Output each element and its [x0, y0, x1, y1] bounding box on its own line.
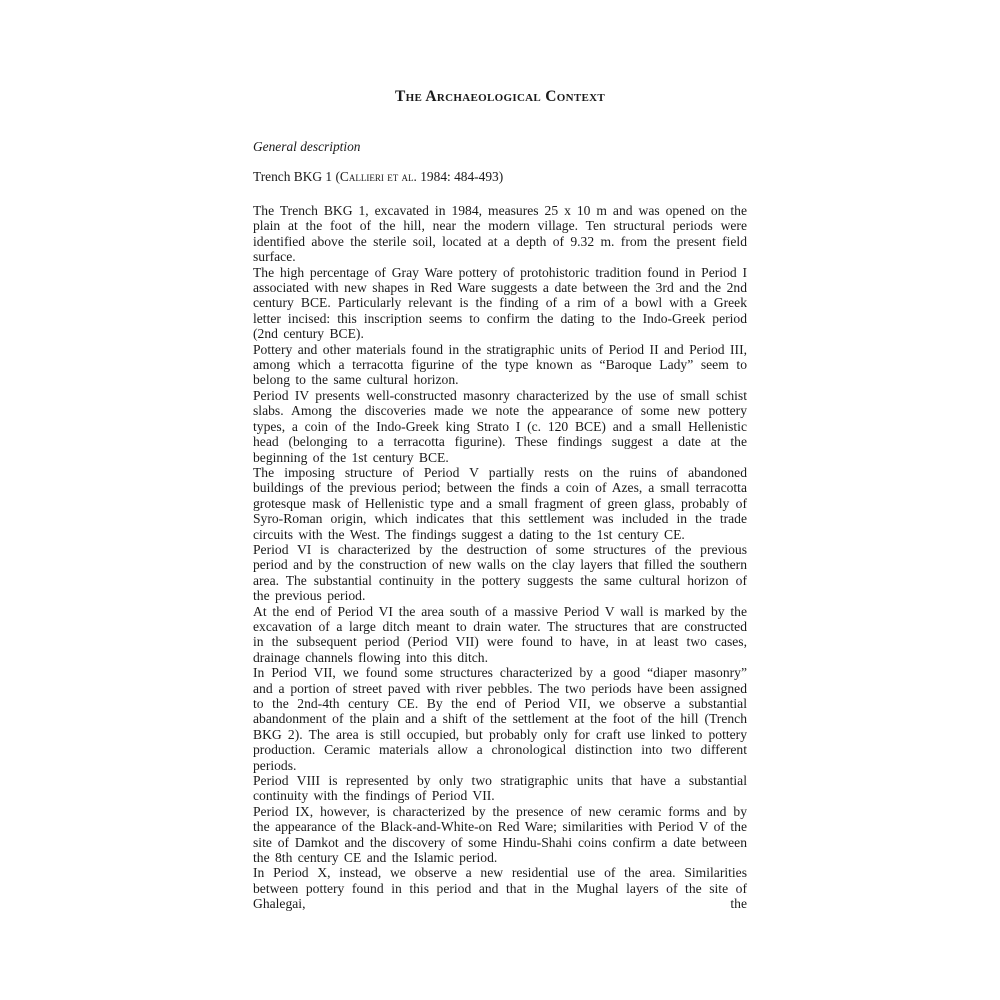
trench-subheading-prefix: Trench BKG 1 ( [253, 169, 340, 184]
trench-subheading-authors: Callieri et al. [339, 169, 417, 184]
page-title: The Archaeological Context [394, 88, 605, 105]
body-paragraph: Period IV presents well-constructed masonry characterized by the use of small schist slabs. Among the discoveries made we note the appearance of some new pottery types, a coin of the Indo-Greek king Strato I (c. 120 BCE) and a small Hellenistic head (belonging to a terracotta figurine). These findings suggest a date at the beginning of the 1st century BCE. [253, 387, 747, 465]
document-page [253, 0, 747, 912]
body-paragraph: Pottery and other materials found in the stratigraphic units of Period II and Period III, among which a terracotta figurine of the type known as “Baroque Lady” seem to belong to the same cultural horizon. [253, 341, 747, 388]
body-paragraph: Period VI is characterized by the destruction of some structures of the previous period and by the construction of new walls on the clay layers that filled the southern area. The substantial continuity in the pottery suggests the same cultural horizon of the previous period. [253, 541, 747, 604]
body-paragraph: The imposing structure of Period V partially rests on the ruins of abandoned buildings of the previous period; between the finds a coin of Azes, a small terracotta grotesque mask of Hellenistic type and a small fragment of green glass, probably of Syro-Roman origin, which indicates that this settlement was included in the trade circuits with the West. The findings suggest a dating to the 1st century CE. [253, 464, 747, 542]
trench-subheading-suffix: 1984: 484-493) [416, 169, 504, 184]
body-paragraph: At the end of Period VI the area south of a massive Period V wall is marked by the excavation of a large ditch meant to drain water. The structures that are constructed in the subsequent period (Period VII) were found to have, in at least two cases, drainage channels flowing into this ditch. [253, 603, 747, 665]
body-paragraph: Period VIII is represented by only two stratigraphic units that have a substantial continuity with the findings of Period VII. [253, 773, 747, 804]
body-paragraph: In Period X, instead, we observe a new residential use of the area. Similarities between pottery found in this period and that in the Mughal layers of the site of Ghalegai, the [253, 865, 747, 912]
section-heading: General description [253, 139, 361, 154]
body-paragraph: The high percentage of Gray Ware pottery of protohistoric tradition found in Period I associated with new shapes in Red Ware suggests a date between the 3rd and the 2nd century BCE. Particularly relevant is the finding of a rim of a bowl with a Greek letter incised: this inscription seems to confirm the dating to the Indo-Greek period (2nd century BCE). [253, 264, 747, 342]
body-paragraph: The Trench BKG 1, excavated in 1984, measures 25 x 10 m and was opened on the plain at the foot of the hill, near the modern village. Ten structural periods were identified above the sterile soil, located at a depth of 9.32 m. from the present field surface. [253, 203, 747, 265]
body-text [253, 203, 747, 912]
trench-subheading [253, 169, 747, 184]
body-paragraph: In Period VII, we found some structures characterized by a good “diaper masonry” and a portion of street paved with river pebbles. The two periods have been assigned to the 2nd-4th century CE. By the end of Period VII, we observe a substantial abandonment of the plain and a shift of the settlement at the foot of the hill (Trench BKG 2). The area is still occupied, but probably only for craft use linked to pottery production. Ceramic materials allow a chronological distinction into two different periods. [253, 665, 747, 773]
body-paragraph: Period IX, however, is characterized by the presence of new ceramic forms and by the appearance of the Black-and-White-on Red Ware; similarities with Period V of the site of Damkot and the discovery of some Hindu-Shahi coins confirm a date between the 8th century CE and the Islamic period. [253, 803, 747, 866]
